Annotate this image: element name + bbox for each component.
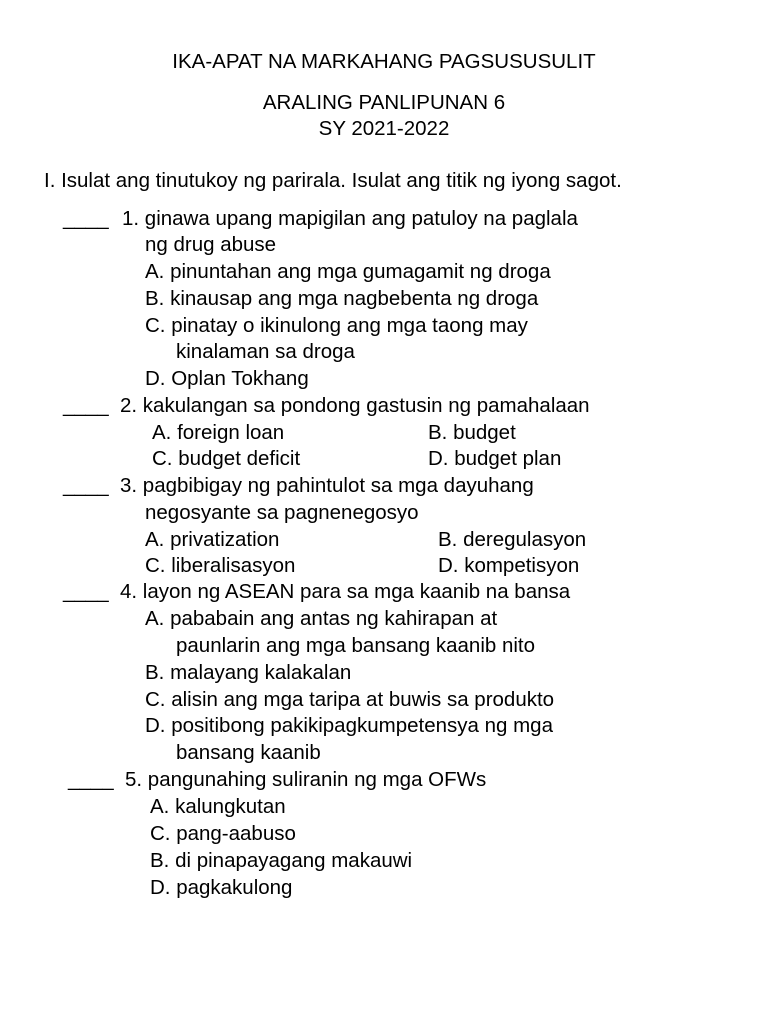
choice-b: B. deregulasyon	[438, 528, 587, 551]
question-text-cont: ng drug abuse	[145, 233, 277, 256]
choice-b: B. budget	[428, 421, 516, 444]
choice-d: D. kompetisyon	[438, 554, 580, 577]
school-year: SY 2021-2022	[318, 117, 450, 140]
choice-a-cont: paunlarin ang mga bansang kaanib nito	[176, 634, 536, 657]
choice-a: A. pababain ang antas ng kahirapan at	[145, 607, 498, 630]
question-text-cont: negosyante sa pagnenegosyo	[145, 501, 419, 524]
answer-blank[interactable]: ____	[68, 768, 114, 791]
subject-title: ARALING PANLIPUNAN 6	[262, 91, 506, 114]
choice-c: C. budget deficit	[152, 447, 301, 470]
choice-c: C. pang-aabuso	[150, 822, 296, 845]
instructions: I. Isulat ang tinutukoy ng parirala. Isulat ang titik ng iyong sagot.	[44, 169, 622, 192]
answer-blank[interactable]: ____	[63, 207, 109, 230]
choice-b: B. kinausap ang mga nagbebenta ng droga	[145, 287, 539, 310]
choice-a: A. pinuntahan ang mga gumagamit ng droga	[145, 260, 551, 283]
choice-a: A. privatization	[145, 528, 280, 551]
choice-d: D. pagkakulong	[150, 876, 293, 899]
exam-title: IKA-APAT NA MARKAHANG PAGSUSUSULIT	[172, 50, 596, 73]
choice-c: C. pinatay o ikinulong ang mga taong may	[145, 314, 528, 337]
choice-b: B. di pinapayagang makauwi	[150, 849, 413, 872]
question-text: 4. layon ng ASEAN para sa mga kaanib na bansa	[120, 580, 571, 603]
question-text: 5. pangunahing suliranin ng mga OFWs	[125, 768, 487, 791]
question-text: 1. ginawa upang mapigilan ang patuloy na paglala	[122, 207, 578, 230]
choice-d-cont: bansang kaanib	[176, 741, 321, 764]
answer-blank[interactable]: ____	[63, 394, 109, 417]
choice-a: A. foreign loan	[152, 421, 285, 444]
question-text: 2. kakulangan sa pondong gastusin ng pamahalaan	[120, 394, 590, 417]
choice-d: D. positibong pakikipagkumpetensya ng mga	[145, 714, 553, 737]
choice-b: B. malayang kalakalan	[145, 661, 352, 684]
choice-a: A. kalungkutan	[150, 795, 286, 818]
answer-blank[interactable]: ____	[63, 580, 109, 603]
question-text: 3. pagbibigay ng pahintulot sa mga dayuhang	[120, 474, 534, 497]
choice-c: C. liberalisasyon	[145, 554, 296, 577]
answer-blank[interactable]: ____	[63, 474, 109, 497]
choice-c: C. alisin ang mga taripa at buwis sa produkto	[145, 688, 555, 711]
choice-c-cont: kinalaman sa droga	[176, 340, 355, 363]
choice-d: D. Oplan Tokhang	[145, 367, 309, 390]
choice-d: D. budget plan	[428, 447, 562, 470]
